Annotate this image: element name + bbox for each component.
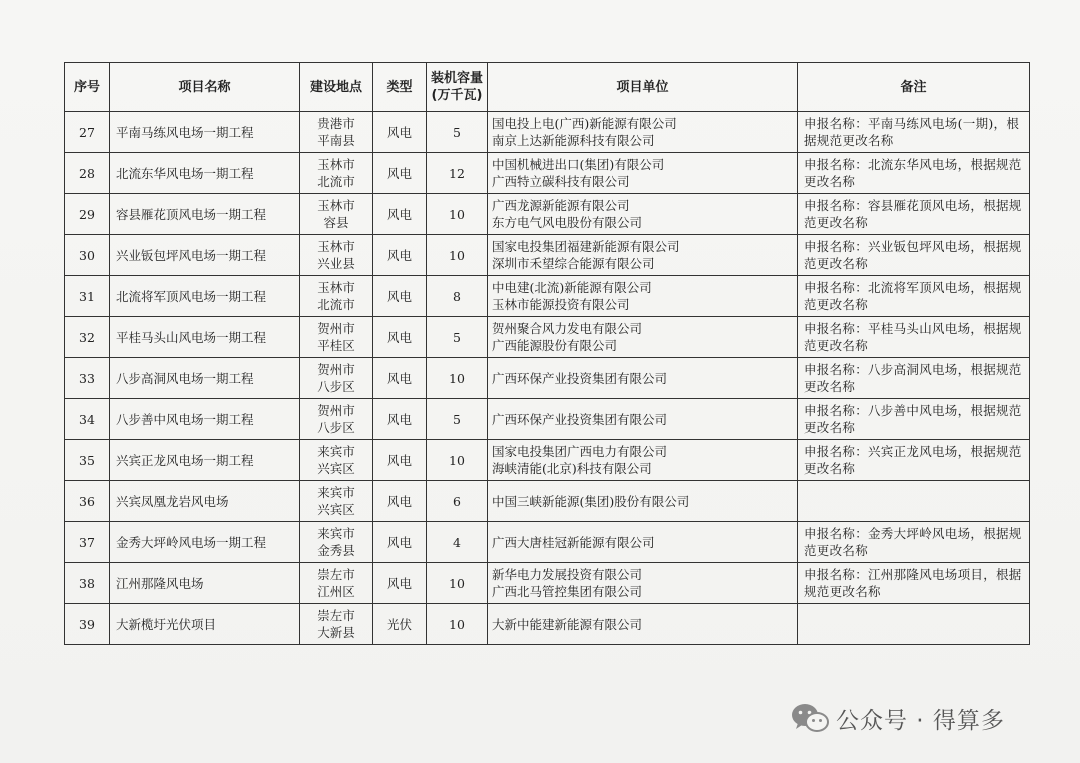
cell-name: 八步高洞风电场一期工程 <box>110 358 300 399</box>
cell-name: 容县雁花顶风电场一期工程 <box>110 194 300 235</box>
cell-num: 27 <box>65 112 110 153</box>
cell-unit <box>488 235 798 276</box>
cell-type: 风电 <box>373 112 427 153</box>
cell-note <box>798 563 1030 604</box>
cell-capacity: 6 <box>427 481 488 522</box>
location-county: 江州区 <box>317 584 355 599</box>
note-text: 申报名称：平南马练风电场(一期)，根据规范更改名称 <box>804 116 1020 148</box>
cell-name: 江州那隆风电场 <box>110 563 300 604</box>
unit-line2: 广西北马管控集团有限公司 <box>492 584 643 599</box>
table-row <box>65 358 1030 399</box>
cell-note <box>798 604 1030 645</box>
location-county: 北流市 <box>317 297 355 312</box>
cell-note <box>798 522 1030 563</box>
cell-unit <box>488 112 798 153</box>
location-county: 八步区 <box>317 420 355 435</box>
cell-num: 33 <box>65 358 110 399</box>
cell-location <box>300 358 373 399</box>
cell-type: 风电 <box>373 358 427 399</box>
wechat-icon <box>790 701 830 735</box>
unit-line2: 广西能源股份有限公司 <box>492 338 618 353</box>
table-row <box>65 563 1030 604</box>
cell-location <box>300 153 373 194</box>
header-capacity-line1: 装机容量 <box>430 71 483 86</box>
table-row <box>65 399 1030 440</box>
note-text: 申报名称：兴业钣包坪风电场，根据规范更改名称 <box>804 239 1022 271</box>
cell-num: 29 <box>65 194 110 235</box>
cell-capacity: 5 <box>427 317 488 358</box>
note-text: 申报名称：兴宾正龙风电场，根据规范更改名称 <box>804 444 1022 476</box>
location-city: 玉林市 <box>317 239 355 254</box>
location-city: 崇左市 <box>317 567 355 582</box>
cell-name: 平桂马头山风电场一期工程 <box>110 317 300 358</box>
cell-type: 风电 <box>373 276 427 317</box>
cell-num: 38 <box>65 563 110 604</box>
cell-name: 北流将军顶风电场一期工程 <box>110 276 300 317</box>
location-county: 平桂区 <box>317 338 355 353</box>
cell-location <box>300 522 373 563</box>
cell-type: 风电 <box>373 399 427 440</box>
header-note: 备注 <box>798 63 1030 112</box>
note-text: 申报名称：八步高洞风电场，根据规范更改名称 <box>804 362 1022 394</box>
unit-line2: 广西特立碳科技有限公司 <box>492 174 630 189</box>
note-text: 申报名称：容县雁花顶风电场，根据规范更改名称 <box>804 198 1022 230</box>
header-capacity-line2: (万千瓦) <box>431 88 483 103</box>
cell-location <box>300 112 373 153</box>
table-row <box>65 317 1030 358</box>
unit-line1: 中电建(北流)新能源有限公司 <box>492 280 652 295</box>
cell-type: 风电 <box>373 153 427 194</box>
location-city: 来宾市 <box>317 485 355 500</box>
cell-name: 平南马练风电场一期工程 <box>110 112 300 153</box>
cell-unit <box>488 153 798 194</box>
cell-name: 大新榄圩光伏项目 <box>110 604 300 645</box>
unit-line1: 大新中能建新能源有限公司 <box>492 616 643 632</box>
cell-unit <box>488 358 798 399</box>
cell-name: 兴宾正龙风电场一期工程 <box>110 440 300 481</box>
note-text: 申报名称：金秀大坪岭风电场，根据规范更改名称 <box>804 526 1022 558</box>
cell-note <box>798 399 1030 440</box>
location-city: 贺州市 <box>317 362 355 377</box>
location-city: 玉林市 <box>317 280 355 295</box>
note-text: 申报名称：江州那隆风电场项目，根据规范更改名称 <box>804 567 1022 599</box>
cell-name: 兴业钣包坪风电场一期工程 <box>110 235 300 276</box>
unit-line1: 国电投上电(广西)新能源有限公司 <box>492 116 677 131</box>
cell-name: 金秀大坪岭风电场一期工程 <box>110 522 300 563</box>
cell-num: 35 <box>65 440 110 481</box>
unit-line2: 海峡清能(北京)科技有限公司 <box>492 461 652 476</box>
cell-unit <box>488 440 798 481</box>
cell-type: 风电 <box>373 481 427 522</box>
unit-line2: 东方电气风电股份有限公司 <box>492 215 643 230</box>
table-row <box>65 440 1030 481</box>
cell-location <box>300 317 373 358</box>
header-type: 类型 <box>373 63 427 112</box>
cell-note <box>798 153 1030 194</box>
cell-capacity: 10 <box>427 194 488 235</box>
unit-line1: 贺州聚合风力发电有限公司 <box>492 321 643 336</box>
table-header-row <box>65 63 1030 112</box>
cell-type: 风电 <box>373 563 427 604</box>
location-city: 贺州市 <box>317 403 355 418</box>
cell-note <box>798 358 1030 399</box>
cell-capacity: 5 <box>427 399 488 440</box>
location-county: 兴宾区 <box>317 461 355 476</box>
cell-capacity: 10 <box>427 440 488 481</box>
unit-line1: 中国机械进出口(集团)有限公司 <box>492 157 665 172</box>
cell-unit <box>488 276 798 317</box>
note-text: 申报名称：北流将军顶风电场，根据规范更改名称 <box>804 280 1022 312</box>
cell-num: 31 <box>65 276 110 317</box>
cell-capacity: 12 <box>427 153 488 194</box>
unit-line2: 深圳市禾望综合能源有限公司 <box>492 256 655 271</box>
table-row <box>65 153 1030 194</box>
table-row <box>65 112 1030 153</box>
location-county: 大新县 <box>317 625 355 640</box>
location-city: 贺州市 <box>317 321 355 336</box>
cell-type: 风电 <box>373 194 427 235</box>
cell-location <box>300 276 373 317</box>
note-text: 申报名称：北流东华风电场，根据规范更改名称 <box>804 157 1022 189</box>
cell-name: 兴宾凤凰龙岩风电场 <box>110 481 300 522</box>
project-table <box>64 62 1030 645</box>
location-county: 金秀县 <box>317 543 355 558</box>
cell-num: 39 <box>65 604 110 645</box>
header-unit: 项目单位 <box>488 63 798 112</box>
header-location: 建设地点 <box>300 63 373 112</box>
location-city: 玉林市 <box>317 157 355 172</box>
cell-location <box>300 481 373 522</box>
cell-capacity: 10 <box>427 563 488 604</box>
cell-unit <box>488 522 798 563</box>
cell-location <box>300 563 373 604</box>
location-county: 八步区 <box>317 379 355 394</box>
note-text: 申报名称：八步善中风电场，根据规范更改名称 <box>804 403 1022 435</box>
cell-location <box>300 194 373 235</box>
unit-line1: 广西龙源新能源有限公司 <box>492 198 630 213</box>
cell-type: 风电 <box>373 317 427 358</box>
cell-capacity: 10 <box>427 358 488 399</box>
cell-capacity: 4 <box>427 522 488 563</box>
cell-capacity: 10 <box>427 604 488 645</box>
cell-unit <box>488 563 798 604</box>
cell-note <box>798 481 1030 522</box>
unit-line1: 国家电投集团福建新能源有限公司 <box>492 239 680 254</box>
cell-capacity: 8 <box>427 276 488 317</box>
location-county: 容县 <box>323 215 349 230</box>
table-row <box>65 604 1030 645</box>
table-row <box>65 481 1030 522</box>
cell-type: 风电 <box>373 440 427 481</box>
location-city: 来宾市 <box>317 444 355 459</box>
cell-location <box>300 399 373 440</box>
cell-location <box>300 235 373 276</box>
location-county: 平南县 <box>317 133 355 148</box>
table-row <box>65 235 1030 276</box>
table-row <box>65 522 1030 563</box>
cell-note <box>798 276 1030 317</box>
unit-line2: 玉林市能源投资有限公司 <box>492 297 630 312</box>
cell-type: 风电 <box>373 235 427 276</box>
unit-line1: 广西环保产业投资集团有限公司 <box>492 411 668 427</box>
watermark <box>790 700 1005 736</box>
cell-capacity: 5 <box>427 112 488 153</box>
location-county: 兴业县 <box>317 256 355 271</box>
cell-note <box>798 194 1030 235</box>
watermark-text: 公众号 · 得算多 <box>836 707 1005 734</box>
cell-num: 37 <box>65 522 110 563</box>
unit-line1: 国家电投集团广西电力有限公司 <box>492 444 668 459</box>
location-city: 来宾市 <box>317 526 355 541</box>
unit-line1: 新华电力发展投资有限公司 <box>492 567 643 582</box>
location-city: 崇左市 <box>317 608 355 623</box>
cell-num: 28 <box>65 153 110 194</box>
cell-num: 34 <box>65 399 110 440</box>
cell-capacity: 10 <box>427 235 488 276</box>
cell-note <box>798 235 1030 276</box>
cell-name: 北流东华风电场一期工程 <box>110 153 300 194</box>
header-name: 项目名称 <box>110 63 300 112</box>
header-num: 序号 <box>65 63 110 112</box>
cell-note <box>798 112 1030 153</box>
cell-unit <box>488 399 798 440</box>
location-city: 贵港市 <box>317 116 355 131</box>
cell-note <box>798 317 1030 358</box>
location-county: 兴宾区 <box>317 502 355 517</box>
cell-num: 32 <box>65 317 110 358</box>
unit-line1: 广西大唐桂冠新能源有限公司 <box>492 534 655 550</box>
cell-location <box>300 440 373 481</box>
cell-name: 八步善中风电场一期工程 <box>110 399 300 440</box>
table-row <box>65 276 1030 317</box>
location-county: 北流市 <box>317 174 355 189</box>
cell-note <box>798 440 1030 481</box>
unit-line1: 中国三峡新能源(集团)股份有限公司 <box>492 493 690 509</box>
cell-location <box>300 604 373 645</box>
cell-type: 光伏 <box>373 604 427 645</box>
unit-line2: 南京上达新能源科技有限公司 <box>492 133 655 148</box>
note-text: 申报名称：平桂马头山风电场，根据规范更改名称 <box>804 321 1022 353</box>
header-capacity <box>427 63 488 112</box>
cell-unit <box>488 317 798 358</box>
table-body <box>65 112 1030 645</box>
unit-line1: 广西环保产业投资集团有限公司 <box>492 370 668 386</box>
cell-num: 30 <box>65 235 110 276</box>
location-city: 玉林市 <box>317 198 355 213</box>
cell-unit <box>488 481 798 522</box>
cell-num: 36 <box>65 481 110 522</box>
table-row <box>65 194 1030 235</box>
cell-type: 风电 <box>373 522 427 563</box>
cell-unit <box>488 604 798 645</box>
cell-unit <box>488 194 798 235</box>
